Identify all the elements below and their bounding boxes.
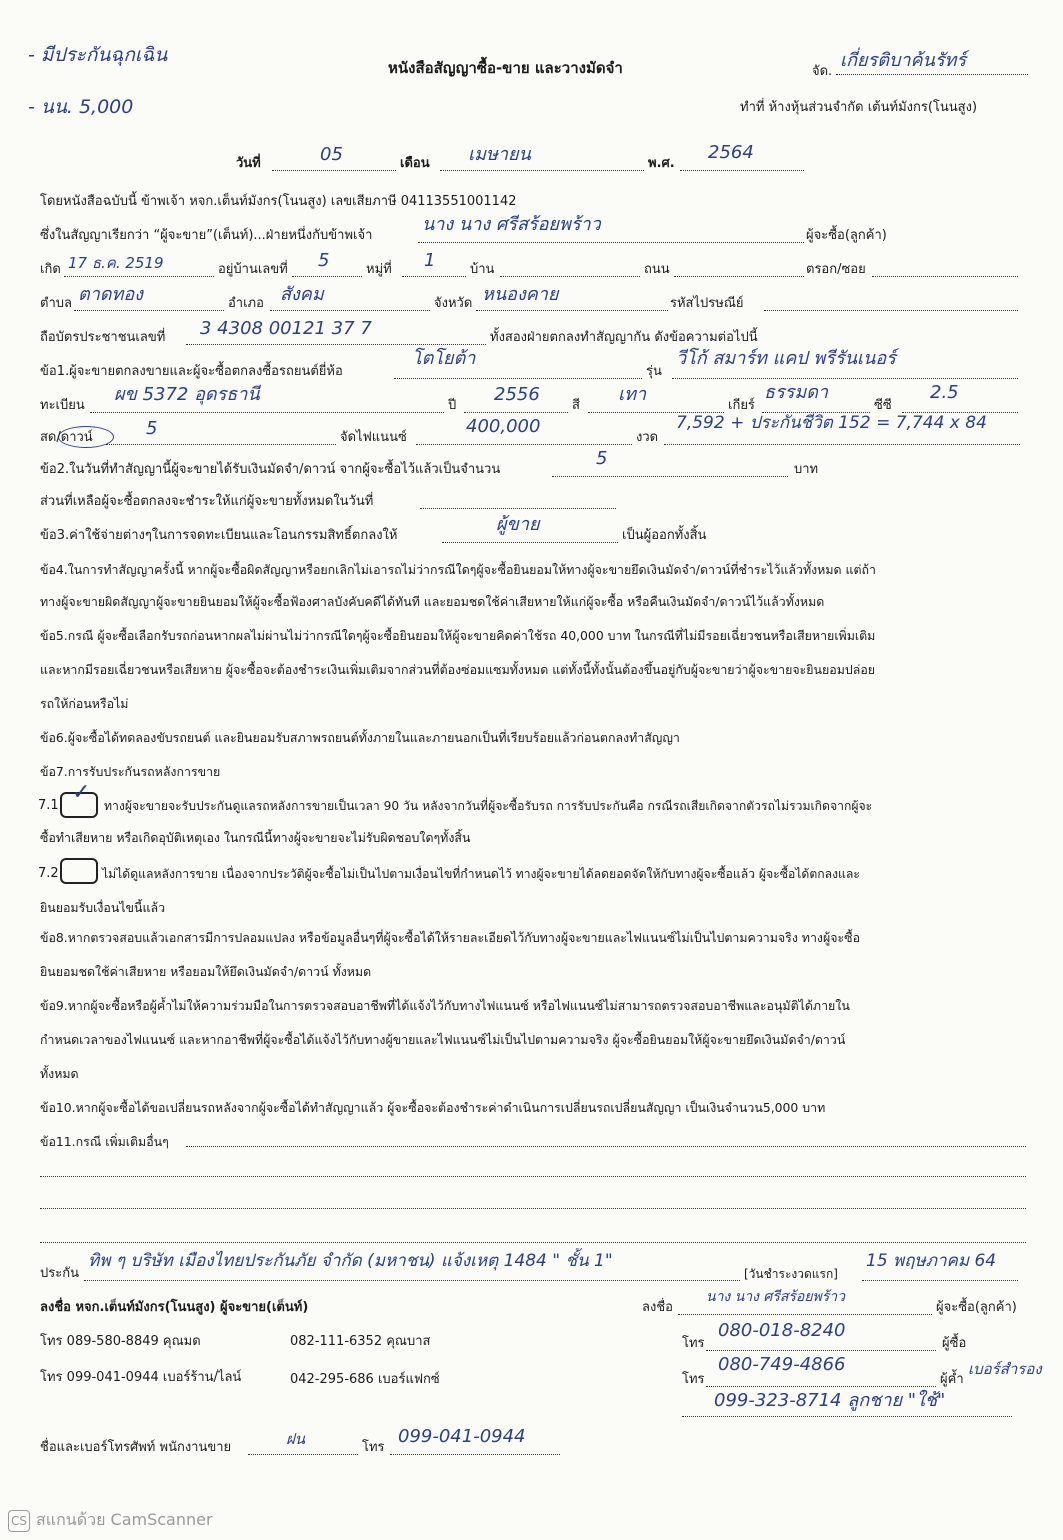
clause72-num: 7.2 [38,866,59,881]
at-label: จัด. [812,64,833,79]
buyer-sign-label: ลงชื่อ [642,1300,673,1315]
clause9-line3: ทั้งหมด [40,1066,79,1081]
sales-label: ชื่อและเบอร์โทรศัพท์ พนักงานขาย [40,1440,232,1455]
year-label: พ.ศ. [648,156,675,171]
buyer-signature: นาง นาง ศรีสร้อยพร้าว [706,1289,845,1305]
buyer-sign-suffix: ผู้จะซื้อ(ลูกค้า) [936,1300,1017,1315]
at-dotline [836,74,1028,75]
moo-value: 1 [424,250,436,271]
extra-tel: 099-323-8714 ลูกชาย "ใช้" [714,1390,946,1411]
sales-tel-label: โทร [362,1440,385,1455]
postcode-dotline [764,310,1018,311]
clause10: ข้อ10.หากผู้จะซื้อได้ขอเปลี่ยนรถหลังจากผู้จะซื้อได้ทำสัญญาแล้ว ผู้จะซื้อจะต้องชำระค่าดำเนินการเปลี่ยนรถเปลี่ยนสัญญา เป็นเงินจำนวน5,000 บาท [40,1100,826,1115]
born-dotline [64,276,214,277]
clause3-dotline [442,542,618,543]
installment-label: งวด [636,430,659,445]
buyer-name-dotline [418,242,804,243]
down-label: สด/ดาวน์ [40,430,93,445]
tambon-value: ตาดทอง [78,284,143,305]
plate-label: ทะเบียน [40,398,85,413]
first-due-label: [วันชำระงวดแรก] [744,1267,838,1281]
soi-label: ตรอก/ซอย [806,262,866,277]
day-value: 05 [320,144,343,165]
camscanner-text: สแกนด้วย CamScanner [36,1510,213,1529]
sales-name-dotline [248,1454,358,1455]
color-value: เทา [618,384,647,405]
shop-tel-1: โทร 089-580-8849 คุณมด [40,1334,201,1349]
margin-note-insurance: - มีประกันฉุกเฉิน [28,44,168,66]
car-year-value: 2556 [494,384,540,405]
car-year-dotline [464,412,568,413]
clause2-remaining-dotline [420,508,616,509]
party-line1: โดยหนังสือฉบับนี้ ข้าพเจ้า หจก.เต็นท์มังกร(โนนสูง) เลขเสียภาษี 04113551001142 [40,194,517,209]
moo-dotline [402,276,466,277]
insurance-dotline [84,1280,740,1281]
brand-value: โตโยต้า [412,348,476,369]
clause7: ข้อ7.การรับประกันรถหลังการขาย [40,764,221,779]
plate-value: ผข 5372 อุดรธานี [114,384,260,405]
clause5-line2: และหากมีรอยเฉี่ยวชนหรือเสียหาย ผู้จะซื้อจะต้องชำระเงินเพิ่มเติมจากส่วนที่ต้องซ่อมแซมทั้งหมด แต่ทั้งนี้ทั้งนั้นต้องขึ้นอยู่กับผู้จะขายว่าผู้จะขายจะยินยอมปล่อย [40,662,876,677]
seller-signature: ลงชื่อ หจก.เต็นท์มังกร(โนนสูง) ผู้จะขาย(เต็นท์) [40,1300,309,1315]
tambon-label: ตำบล [40,296,72,311]
installment-dotline [664,444,1020,445]
clause1-prefix: ข้อ1.ผู้จะขายตกลงขายและผู้จะซื้อตกลงซื้อรถยนต์ยี่ห้อ [40,364,343,379]
at-value: เกี่ยรติบาค้นรัทร์ [840,50,967,71]
brand-dotline [394,378,642,379]
sales-tel-value: 099-041-0944 [398,1426,526,1447]
camscanner-logo: CS [8,1510,30,1532]
buyer-tel-suffix: ผู้ซื้อ [942,1336,967,1351]
party-line2-suffix: ผู้จะซื้อ(ลูกค้า) [806,228,887,243]
clause3-suffix: เป็นผู้ออกทั้งสิ้น [622,528,707,543]
clause4-line1: ข้อ4.ในการทำสัญญาครั้งนี้ หากผู้จะซื้อผิดสัญญาหรือยกเลิกไม่เอารถไม่ว่ากรณีใดๆผู้จะซื้อยินยอมให้ทางผู้จะขายยึดเงินมัดจำ/ดาวน์ที่ชำระไว้แล้วทั้งหมด แต่ถ้า [40,562,876,577]
province-label: จังหวัด [434,296,473,311]
model-label: รุ่น [646,364,662,379]
clause4-line2: ทางผู้จะขายผิดสัญญาผู้จะขายยินยอมให้ผู้จะซื้อฟ้องศาลบังคับคดีได้ทันที และยอมชดใช้ค่าเสียหายให้แก่ผู้จะซื้อ หรือคืนเงินมัดจำ/ดาวน์ไว้แล้วทั้งหมด [40,594,825,609]
party-line2-prefix: ซึ่งในสัญญาเรียกว่า “ผู้จะขาย”(เต็นท์)...ฝ่ายหนึ่งกับข้าพเจ้า [40,228,373,243]
village-dotline [500,276,640,277]
made-at: ทำที่ ห้างหุ้นส่วนจำกัด เต้นท์มังกร(โนนสูง) [740,100,978,115]
clause72-checkbox[interactable] [60,858,98,884]
buyer-tel-value: 080-018-8240 [718,1320,846,1341]
amphoe-dotline [270,310,430,311]
clause2-unit: บาท [794,462,819,477]
extra-tel-dotline [682,1416,1012,1417]
born-value: 17 ธ.ค. 2519 [68,254,164,272]
house-dotline [292,276,362,277]
insurance-value: ทิพ ๆ บริษัท เมืองไทยประกันภัย จำกัด (มหาชน) แจ้งเหตุ 1484 " ชั้น 1" [88,1251,613,1271]
gear-label: เกียร์ [728,398,755,413]
soi-dotline [872,276,1018,277]
margin-note-amount: - นน. 5,000 [28,96,134,118]
clause72-line2: ยินยอมรับเงื่อนไขนี้แล้ว [40,900,166,915]
clause71-num: 7.1 [38,798,59,813]
id-label: ถือบัตรประชาชนเลขที่ [40,330,166,345]
clause3-payer: ผู้ขาย [496,514,540,535]
clause5-line3: รถให้ก่อนหรือไม่ [40,696,129,711]
cc-label: ซีซี [874,398,892,413]
sales-name: ฝน [286,1430,306,1448]
clause9-line1: ข้อ9.หากผู้จะซื้อหรือผู้ค้ำไม่ให้ความร่วมมือในการตรวจสอบอาชีพที่ได้แจ้งไว้กับทางไฟแนนซ์ หรือไฟแนนซ์ไม่สามารถตรวจสอบอาชีพและอนุมัติได้ภายใน [40,998,850,1013]
guar-note: เบอร์สำรอง [968,1360,1042,1378]
month-dotline [440,170,644,171]
year-label-car: ปี [448,398,457,413]
clause11: ข้อ11.กรณี เพิ่มเติมอื่นๆ [40,1134,169,1149]
clause72-line1: ไม่ได้ดูแลหลังการขาย เนื่องจากประวัติผู้จะซื้อไม่เป็นไปตามเงื่อนไขที่กำหนดไว้ ทางผู้จะขายได้ลดยอดจัดให้กับทางผู้จะซื้อแล้ว ผู้จะซื้อได้ตกลงและ [102,867,860,881]
clause71-line1: ทางผู้จะขายจะรับประกันดูแลรถหลังการขายเป็นเวลา 90 วัน หลังจากวันที่ผู้จะซื้อรับรถ การรับประกันคือ กรณีรถเสียเกิดจากตัวรถไม่รวมเกิดจากผู้จะ [104,799,873,813]
contract-title: หนังสือสัญญาซื้อ-ขาย และวางมัดจำ [388,59,623,77]
day-label: วันที่ [236,156,261,171]
buyer-tel-dotline [706,1350,936,1351]
road-dotline [674,276,804,277]
guar-tel-suffix: ผู้ค้ำ [940,1372,964,1387]
finance-label: จัดไฟแนนซ์ [340,430,407,445]
color-label: สี [572,398,580,413]
guar-tel-value: 080-749-4866 [718,1354,846,1375]
model-dotline [672,378,1018,379]
down-dotline [106,444,336,445]
clause11-dotline3 [40,1208,1026,1209]
amphoe-value: สังคม [280,284,324,305]
buyer-sign-dotline [678,1314,932,1315]
shop-tel-2: 082-111-6352 คุณบาส [290,1334,431,1349]
province-value: หนองคาย [482,284,559,305]
month-label: เดือน [400,156,430,171]
born-label: เกิด [40,262,61,277]
clause2-amount-dotline [552,476,788,477]
finance-dotline [416,444,632,445]
village-label: บ้าน [470,262,495,277]
clause2-amount: 5 [596,448,608,469]
clause11-dotline2 [40,1176,1026,1177]
tambon-dotline [74,310,224,311]
model-value: วีโก้ สมาร์ท แคป พรีรันเนอร์ [676,348,896,369]
shop-tel-3: โทร 099-041-0944 เบอร์ร้าน/ไลน์ [40,1370,242,1385]
buyer-name: นาง นาง ศรีสร้อยพร้าว [422,214,601,235]
moo-label: หมู่ที่ [366,262,392,277]
clause71-line2: ซื้อทำเสียหาย หรือเกิดอุบัติเหตุเอง ในกรณีนี้ทางผู้จะขายจะไม่รับผิดชอบใดๆทั้งสิ้น [40,830,471,845]
sales-tel-dotline [390,1454,560,1455]
road-label: ถนน [644,262,670,277]
clause8-line1: ข้อ8.หากตรวจสอบแล้วเอกสารมีการปลอมแปลง หรือข้อมูลอื่นๆที่ผู้จะซื้อได้ให้รายละเอียดไว้กับทางผู้จะขายและไฟแนนซ์ไม่เป็นไปตามความจริง ทางผู้จะซื้อ [40,930,861,945]
camscanner-watermark [8,1508,213,1533]
shop-fax: 042-295-686 เบอร์แฟกซ์ [290,1372,440,1387]
id-value: 3 4308 00121 37 7 [200,318,372,339]
clause11-dotline1 [186,1146,1026,1147]
buyer-tel-label: โทร [682,1336,705,1351]
clause8-line2: ยินยอมชดใช้ค่าเสียหาย หรือยอมให้ยึดเงินมัดจำ/ดาวน์ ทั้งหมด [40,964,372,979]
plate-dotline [90,412,444,413]
year-dotline [680,170,804,171]
id-suffix: ทั้งสองฝ่ายตกลงทำสัญญากัน ดังข้อความต่อไปนี้ [490,330,758,345]
guar-tel-label: โทร [682,1372,705,1387]
clause2-prefix: ข้อ2.ในวันที่ทำสัญญานี้ผู้จะขายได้รับเงินมัดจำ/ดาวน์ จากผู้จะซื้อไว้แล้วเป็นจำนวน [40,462,501,477]
insurance-label: ประกัน [40,1266,79,1281]
clause2-remaining: ส่วนที่เหลือผู้จะซื้อตกลงจะชำระให้แก่ผู้จะขายทั้งหมดในวันที่ [40,494,374,509]
installment-value: 7,592 + ประกันชีวิต 152 = 7,744 x 84 [676,413,987,433]
clause3-prefix: ข้อ3.ค่าใช้จ่ายต่างๆในการจดทะเบียนและโอนกรรมสิทธิ์ตกลงให้ [40,528,398,543]
year-value: 2564 [708,142,754,163]
id-dotline [186,344,486,345]
clause6: ข้อ6.ผู้จะซื้อได้ทดลองขับรถยนต์ และยินยอมรับสภาพรถยนต์ทั้งภายในและภายนอกเป็นที่เรียบร้อยแล้วก่อนตกลงทำสัญญา [40,730,680,745]
clause5-line1: ข้อ5.กรณี ผู้จะซื้อเลือกรับรถก่อนหากผลไม่ผ่านไม่ว่ากรณีใดๆผู้จะซื้อยินยอมให้ผู้จะขายคิดค่าใช้รถ 40,000 บาท ในกรณีที่ไม่มีรอยเฉี่ยวชนหรือเสียหายเพิ่มเติม [40,628,876,643]
day-dotline [272,170,396,171]
house-value: 5 [318,250,330,271]
clause11-dotline4 [40,1242,1026,1243]
down-value: 5 [146,418,158,439]
guar-tel-dotline [706,1386,936,1387]
postcode-label: รหัสไปรษณีย์ [670,296,744,311]
cc-value: 2.5 [930,382,959,403]
first-due-dotline [862,1280,1018,1281]
gear-value: ธรรมดา [764,382,828,403]
month-value: เมษายน [468,144,531,165]
first-due-value: 15 พฤษภาคม 64 [866,1251,997,1271]
clause9-line2: กำหนดเวลาของไฟแนนซ์ และหากอาชีพที่ผู้จะซื้อได้แจ้งไว้กับทางผู้ขายและไฟแนนซ์ไม่เป็นไปตามความจริง ผู้จะซื้อยินยอมให้ผู้จะขายยึดเงินมัดจำ/ดาวน์ [40,1032,846,1047]
clause71-checkmark: ✓ [72,780,91,805]
finance-value: 400,000 [466,416,541,437]
amphoe-label: อำเภอ [228,296,264,311]
province-dotline [476,310,668,311]
house-label: อยู่บ้านเลขที่ [218,262,288,277]
